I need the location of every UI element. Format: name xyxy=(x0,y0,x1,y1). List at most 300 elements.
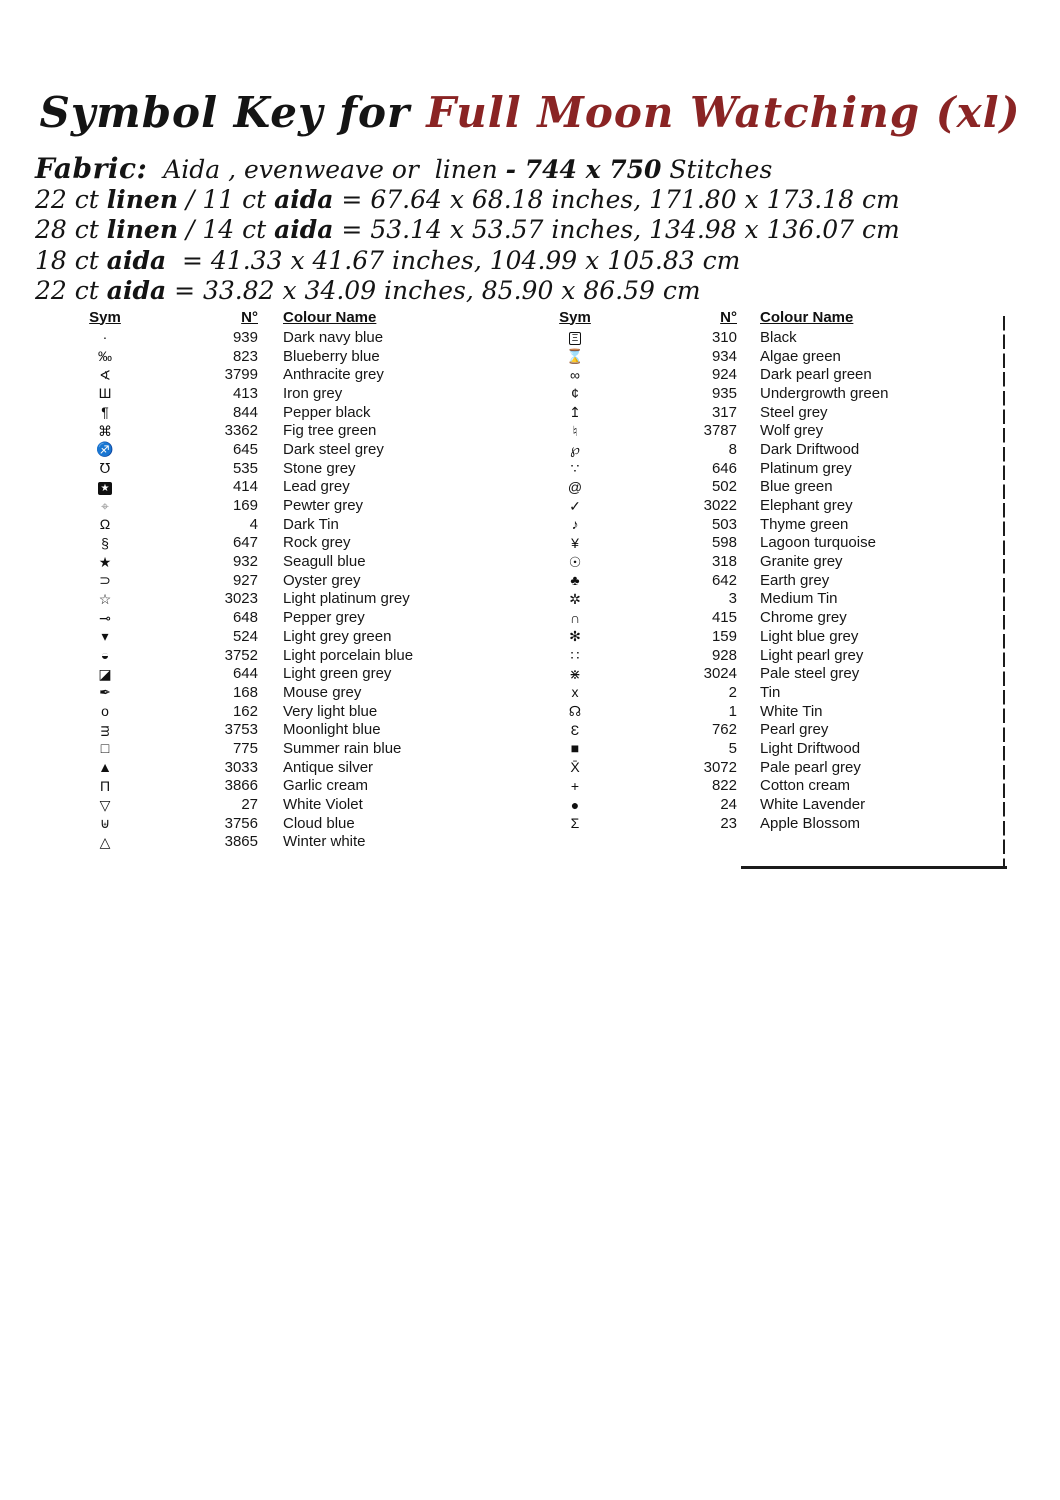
key-row xyxy=(75,421,413,440)
symbol-glyph xyxy=(75,816,135,830)
thread-number: 1 xyxy=(728,702,737,720)
page-title xyxy=(0,88,1060,137)
symbol-glyph xyxy=(75,349,135,363)
colour-name: Wolf grey xyxy=(760,422,824,440)
colour-name: Antique silver xyxy=(283,758,374,776)
symbol-glyph-char: ▽ xyxy=(99,796,111,813)
symbol-glyph-char: ● xyxy=(570,796,580,813)
symbol-glyph-char: · xyxy=(102,329,108,346)
thread-number: 762 xyxy=(711,721,737,739)
thread-number: 3865 xyxy=(224,833,258,851)
colour-name: Chrome grey xyxy=(760,609,847,627)
thread-number: 3072 xyxy=(703,758,737,776)
colour-name: Undergrowth green xyxy=(760,384,889,402)
thread-number: 23 xyxy=(720,814,737,832)
thread-number: 317 xyxy=(711,403,737,421)
fabric-size-lines xyxy=(35,185,900,307)
symbol-glyph xyxy=(548,517,602,531)
thread-number: 3753 xyxy=(224,721,258,739)
colour-name: Dark pearl green xyxy=(760,366,872,384)
key-row xyxy=(548,421,888,440)
colour-name: Dark Tin xyxy=(283,515,339,533)
symbol-glyph-char: ♣ xyxy=(570,572,580,589)
symbol-glyph xyxy=(548,555,602,569)
table-header-row xyxy=(75,306,413,328)
colour-name: Granite grey xyxy=(760,553,843,571)
symbol-glyph xyxy=(75,667,135,681)
thread-number: 4 xyxy=(249,515,258,533)
symbol-glyph-char: ✒ xyxy=(99,684,111,701)
key-row xyxy=(75,515,413,534)
thread-number: 928 xyxy=(711,646,737,664)
table-body-left xyxy=(75,328,413,851)
key-row xyxy=(548,720,888,739)
symbol-glyph xyxy=(548,798,602,812)
symbol-glyph xyxy=(548,329,602,345)
symbol-glyph-char: ᴟ xyxy=(100,721,110,738)
key-row xyxy=(75,384,413,403)
symbol-glyph xyxy=(548,629,602,643)
symbol-glyph xyxy=(548,704,602,718)
colour-name: Lead grey xyxy=(283,478,350,496)
colour-name: Medium Tin xyxy=(760,590,838,608)
colour-name: Pale steel grey xyxy=(760,665,860,683)
key-row xyxy=(548,459,888,478)
colour-name: Seagull blue xyxy=(283,553,366,571)
thread-number: 644 xyxy=(232,665,258,683)
key-row xyxy=(548,534,888,553)
colour-name: Dark Driftwood xyxy=(760,440,860,458)
symbol-glyph xyxy=(548,573,602,587)
symbol-glyph xyxy=(75,779,135,793)
symbol-glyph xyxy=(548,648,602,662)
thread-number: 159 xyxy=(711,627,737,645)
colour-name: Moonlight blue xyxy=(283,721,381,739)
key-row xyxy=(75,646,413,665)
colour-name: Blue green xyxy=(760,478,833,496)
symbol-glyph-char: ⊸ xyxy=(99,609,111,626)
colour-name: Winter white xyxy=(283,833,366,851)
key-row xyxy=(548,646,888,665)
symbol-glyph-char: Ш xyxy=(98,385,112,402)
symbol-glyph xyxy=(75,555,135,569)
symbol-glyph-char: o xyxy=(101,703,109,720)
thread-number: 3 xyxy=(728,590,737,608)
colour-name: Light grey green xyxy=(283,627,392,645)
symbol-glyph xyxy=(75,685,135,699)
fabric-heading-line xyxy=(35,154,900,185)
thread-number: 8 xyxy=(728,440,737,458)
fabric-text-segment: aida xyxy=(274,215,334,244)
thread-number: 934 xyxy=(711,347,737,365)
symbol-glyph-char: ∷ xyxy=(570,647,580,664)
key-row xyxy=(75,777,413,796)
key-row xyxy=(75,627,413,646)
colour-name: Pale pearl grey xyxy=(760,758,861,776)
symbol-glyph-char: ✲ xyxy=(569,590,581,607)
key-row xyxy=(548,552,888,571)
symbol-glyph-char: ◪ xyxy=(98,665,112,682)
fabric-text-segment: - 744 x 750 xyxy=(505,155,662,184)
key-row xyxy=(548,515,888,534)
fabric-text-segment: linen xyxy=(106,184,179,214)
fabric-text-segment: = 67.64 x 68.18 inches, 171.80 x 173.18 cm xyxy=(333,184,900,214)
thread-number: 3024 xyxy=(703,665,737,683)
fabric-text-segment: linen xyxy=(106,215,179,244)
colour-name: Very light blue xyxy=(283,702,378,720)
symbol-glyph-char: Σ xyxy=(570,815,580,832)
header-colour-name: Colour Name xyxy=(760,308,854,326)
symbol-glyph xyxy=(548,480,602,494)
thread-number: 932 xyxy=(232,553,258,571)
fabric-text-segment: = 41.33 x 41.67 inches, 104.99 x 105.83 cm xyxy=(166,245,741,275)
fabric-text-segment: 22 ct xyxy=(35,276,107,305)
colour-name: Cloud blue xyxy=(283,814,355,832)
symbol-glyph-char: ♪ xyxy=(571,516,579,533)
key-row xyxy=(75,814,413,833)
symbol-glyph xyxy=(548,405,602,419)
symbol-glyph xyxy=(548,499,602,513)
symbol-glyph xyxy=(75,405,135,419)
fabric-text-segment: Stitches xyxy=(661,155,773,184)
symbol-glyph-char: ☆ xyxy=(98,590,112,607)
colour-name: Light platinum grey xyxy=(283,590,410,608)
fabric-text-segment: aida xyxy=(106,245,167,275)
table-header-row xyxy=(548,306,888,328)
symbol-glyph-char: § xyxy=(101,534,109,551)
symbol-glyph xyxy=(75,330,135,344)
symbol-glyph xyxy=(548,349,602,363)
symbol-glyph xyxy=(75,798,135,812)
symbol-glyph-char: ⌛ xyxy=(566,348,584,365)
thread-number: 935 xyxy=(711,384,737,402)
key-row xyxy=(548,664,888,683)
thread-number: 645 xyxy=(232,440,258,458)
symbol-glyph xyxy=(75,442,135,456)
symbol-glyph xyxy=(75,741,135,755)
symbol-glyph xyxy=(548,760,602,774)
colour-name: Oyster grey xyxy=(283,571,361,589)
symbol-glyph-char: ✻ xyxy=(569,628,581,645)
symbol-glyph xyxy=(548,816,602,830)
header-sym: Sym xyxy=(89,308,121,326)
key-row xyxy=(548,739,888,758)
symbol-glyph xyxy=(548,386,602,400)
fabric-text-segment: = 33.82 x 34.09 inches, 85.90 x 86.59 cm xyxy=(166,276,701,305)
colour-name: Blueberry blue xyxy=(283,347,380,365)
colour-name: White Tin xyxy=(760,702,823,720)
colour-name: Pearl grey xyxy=(760,721,829,739)
symbol-glyph-char: ▾ xyxy=(101,628,109,645)
thread-number: 27 xyxy=(241,796,258,814)
thread-number: 822 xyxy=(711,777,737,795)
colour-name: Light Driftwood xyxy=(760,739,861,757)
symbol-glyph-char: ¥ xyxy=(571,534,579,551)
colour-name: Stone grey xyxy=(283,459,356,477)
thread-number: 310 xyxy=(711,328,737,346)
colour-name: Summer rain blue xyxy=(283,739,402,757)
key-row xyxy=(75,833,413,852)
symbol-glyph-char: ∵ xyxy=(570,460,580,477)
symbol-glyph xyxy=(548,461,602,475)
symbol-glyph xyxy=(75,592,135,606)
fabric-size-line xyxy=(35,215,900,246)
key-row xyxy=(548,328,888,347)
symbol-glyph-char: ↥ xyxy=(569,404,581,421)
symbol-glyph xyxy=(548,741,602,755)
symbol-glyph xyxy=(75,573,135,587)
key-row xyxy=(548,814,888,833)
symbol-glyph xyxy=(75,835,135,849)
symbol-glyph-char: ◒ xyxy=(100,647,110,664)
colour-name: Cotton cream xyxy=(760,777,851,795)
symbol-glyph-char: Π xyxy=(99,777,111,794)
header-number: N° xyxy=(241,308,258,326)
fabric-text-segment: aida xyxy=(106,276,167,305)
thread-number: 647 xyxy=(232,534,258,552)
key-row xyxy=(548,683,888,702)
symbol-glyph xyxy=(75,479,135,495)
colour-name: Apple Blossom xyxy=(760,814,861,832)
symbol-glyph-char: ☊ xyxy=(568,703,582,720)
thread-number: 318 xyxy=(711,553,737,571)
fabric-text-segment: = 53.14 x 53.57 inches, 134.98 x 136.07 cm xyxy=(333,215,900,244)
symbol-glyph-char: ¢ xyxy=(571,385,579,402)
thread-number: 3799 xyxy=(224,366,258,384)
symbol-glyph-char: ♐ xyxy=(96,441,114,458)
thread-number: 3787 xyxy=(703,422,737,440)
thread-number: 503 xyxy=(711,515,737,533)
colour-name: Earth grey xyxy=(760,571,830,589)
key-row xyxy=(548,627,888,646)
symbol-glyph xyxy=(75,760,135,774)
key-row xyxy=(548,347,888,366)
key-row xyxy=(548,571,888,590)
colour-name: Thyme green xyxy=(760,515,849,533)
thread-number: 3752 xyxy=(224,646,258,664)
symbol-glyph-char: ✓ xyxy=(569,497,581,514)
symbol-glyph xyxy=(548,424,602,438)
thread-number: 646 xyxy=(711,459,737,477)
key-row xyxy=(75,608,413,627)
fabric-text-segment: / 11 ct xyxy=(178,184,275,214)
symbol-glyph xyxy=(548,685,602,699)
symbol-glyph xyxy=(548,368,602,382)
thread-number: 642 xyxy=(711,571,737,589)
title-pattern-name: Full Moon Watching (xl) xyxy=(426,88,1021,137)
fabric-text-segment: 22 ct xyxy=(35,184,107,214)
key-row xyxy=(75,758,413,777)
colour-name: Pepper black xyxy=(283,403,371,421)
key-row xyxy=(75,664,413,683)
key-row xyxy=(75,571,413,590)
colour-name: Mouse grey xyxy=(283,683,362,701)
symbol-glyph-char: ★ xyxy=(98,553,112,570)
title-prefix: Symbol Key for xyxy=(39,88,411,137)
colour-name: Light green grey xyxy=(283,665,392,683)
symbol-glyph xyxy=(75,704,135,718)
key-row xyxy=(548,777,888,796)
symbol-glyph-char: ‰ xyxy=(98,348,112,365)
key-row xyxy=(548,384,888,403)
symbol-glyph-char: x xyxy=(571,684,579,701)
key-row xyxy=(548,403,888,422)
symbol-glyph-char: ¶ xyxy=(101,404,109,421)
fabric-text-segment: 28 ct xyxy=(35,215,107,244)
key-row xyxy=(75,683,413,702)
symbol-glyph-char: Ξ xyxy=(569,332,582,345)
symbol-glyph-char: □ xyxy=(100,740,110,757)
key-row xyxy=(75,795,413,814)
symbol-glyph xyxy=(548,779,602,793)
symbol-glyph xyxy=(75,368,135,382)
symbol-glyph xyxy=(548,611,602,625)
key-row xyxy=(548,702,888,721)
thread-number: 3866 xyxy=(224,777,258,795)
colour-name: White Violet xyxy=(283,796,363,814)
symbol-glyph xyxy=(548,442,602,456)
thread-number: 168 xyxy=(232,683,258,701)
symbol-glyph-char: ⌖ xyxy=(101,497,109,514)
fabric-size-line xyxy=(35,185,900,216)
symbol-glyph xyxy=(548,667,602,681)
symbol-glyph-char: ■ xyxy=(570,740,580,757)
fabric-text-segment: / 14 ct xyxy=(178,215,275,244)
symbol-glyph-char: Ɛ xyxy=(570,721,580,738)
key-row xyxy=(548,365,888,384)
symbol-key-table-left xyxy=(75,306,413,851)
symbol-glyph-char: Ω xyxy=(99,516,111,533)
symbol-glyph xyxy=(548,536,602,550)
key-row xyxy=(75,478,413,497)
thread-number: 3756 xyxy=(224,814,258,832)
thread-number: 648 xyxy=(232,609,258,627)
colour-name: Platinum grey xyxy=(760,459,852,477)
colour-name: Light pearl grey xyxy=(760,646,864,664)
symbol-glyph-char: ∞ xyxy=(570,366,580,383)
symbol-glyph xyxy=(75,424,135,438)
key-row xyxy=(75,347,413,366)
thread-number: 3022 xyxy=(703,497,737,515)
key-row xyxy=(548,496,888,515)
symbol-glyph xyxy=(548,723,602,737)
thread-number: 414 xyxy=(232,478,258,496)
symbol-key-table-right xyxy=(548,306,888,833)
colour-name: White Lavender xyxy=(760,796,866,814)
key-row xyxy=(548,478,888,497)
bottom-border-line xyxy=(741,866,1007,869)
thread-number: 5 xyxy=(728,739,737,757)
key-row xyxy=(75,552,413,571)
table-body-right xyxy=(548,328,888,833)
thread-number: 502 xyxy=(711,478,737,496)
colour-name: Pewter grey xyxy=(283,497,364,515)
fabric-size-line xyxy=(35,246,900,277)
key-row xyxy=(548,758,888,777)
symbol-glyph-char: ∩ xyxy=(569,609,581,626)
colour-name: Light blue grey xyxy=(760,627,859,645)
symbol-glyph xyxy=(75,611,135,625)
key-row xyxy=(75,328,413,347)
colour-name: Elephant grey xyxy=(760,497,853,515)
fabric-info xyxy=(35,154,900,307)
colour-name: Steel grey xyxy=(760,403,828,421)
key-row xyxy=(548,440,888,459)
thread-number: 413 xyxy=(232,384,258,402)
colour-name: Light porcelain blue xyxy=(283,646,414,664)
key-row xyxy=(75,496,413,515)
colour-name: Algae green xyxy=(760,347,841,365)
symbol-glyph xyxy=(75,629,135,643)
colour-name: Iron grey xyxy=(283,384,343,402)
thread-number: 775 xyxy=(232,739,258,757)
symbol-glyph-char: ★ xyxy=(98,482,112,495)
symbol-glyph-char: ▲ xyxy=(98,759,112,776)
thread-number: 415 xyxy=(711,609,737,627)
fabric-text-segment: Aida , evenweave or linen xyxy=(147,155,506,184)
fabric-text-segment: aida xyxy=(274,184,334,214)
fabric-text-segment: 18 ct xyxy=(35,245,107,275)
colour-name: Lagoon turquoise xyxy=(760,534,876,552)
thread-number: 924 xyxy=(711,366,737,384)
colour-name: Rock grey xyxy=(283,534,351,552)
thread-number: 535 xyxy=(232,459,258,477)
thread-number: 939 xyxy=(232,328,258,346)
symbol-glyph xyxy=(548,592,602,606)
key-row xyxy=(75,739,413,758)
thread-number: 927 xyxy=(232,571,258,589)
symbol-glyph-char: + xyxy=(570,777,580,794)
symbol-glyph-char: ∢ xyxy=(99,366,111,383)
symbol-glyph-char: ⊃ xyxy=(99,572,111,589)
symbol-glyph-char: ℧ xyxy=(99,460,111,477)
colour-name: Fig tree green xyxy=(283,422,377,440)
header-number: N° xyxy=(720,308,737,326)
symbol-glyph-char: @ xyxy=(567,478,583,495)
symbol-glyph-char: △ xyxy=(99,833,111,850)
thread-number: 3362 xyxy=(224,422,258,440)
header-sym: Sym xyxy=(559,308,591,326)
symbol-glyph xyxy=(75,723,135,737)
thread-number: 844 xyxy=(232,403,258,421)
thread-number: 3023 xyxy=(224,590,258,608)
thread-number: 823 xyxy=(232,347,258,365)
symbol-glyph xyxy=(75,386,135,400)
key-row xyxy=(75,720,413,739)
colour-name: Black xyxy=(760,328,797,346)
thread-number: 24 xyxy=(720,796,737,814)
key-row xyxy=(548,608,888,627)
colour-name: Tin xyxy=(760,683,781,701)
symbol-glyph xyxy=(75,517,135,531)
thread-number: 524 xyxy=(232,627,258,645)
symbol-glyph-char: X̄ xyxy=(570,759,580,776)
colour-name: Anthracite grey xyxy=(283,366,384,384)
thread-number: 162 xyxy=(232,702,258,720)
key-row xyxy=(75,590,413,609)
colour-name: Pepper grey xyxy=(283,609,365,627)
key-row xyxy=(75,403,413,422)
symbol-glyph xyxy=(75,461,135,475)
key-row xyxy=(75,365,413,384)
colour-name: Garlic cream xyxy=(283,777,369,795)
header-colour-name: Colour Name xyxy=(283,308,377,326)
symbol-glyph xyxy=(75,499,135,513)
key-row xyxy=(75,702,413,721)
right-dashed-border xyxy=(1003,316,1005,868)
symbol-glyph xyxy=(75,536,135,550)
thread-number: 2 xyxy=(728,683,737,701)
